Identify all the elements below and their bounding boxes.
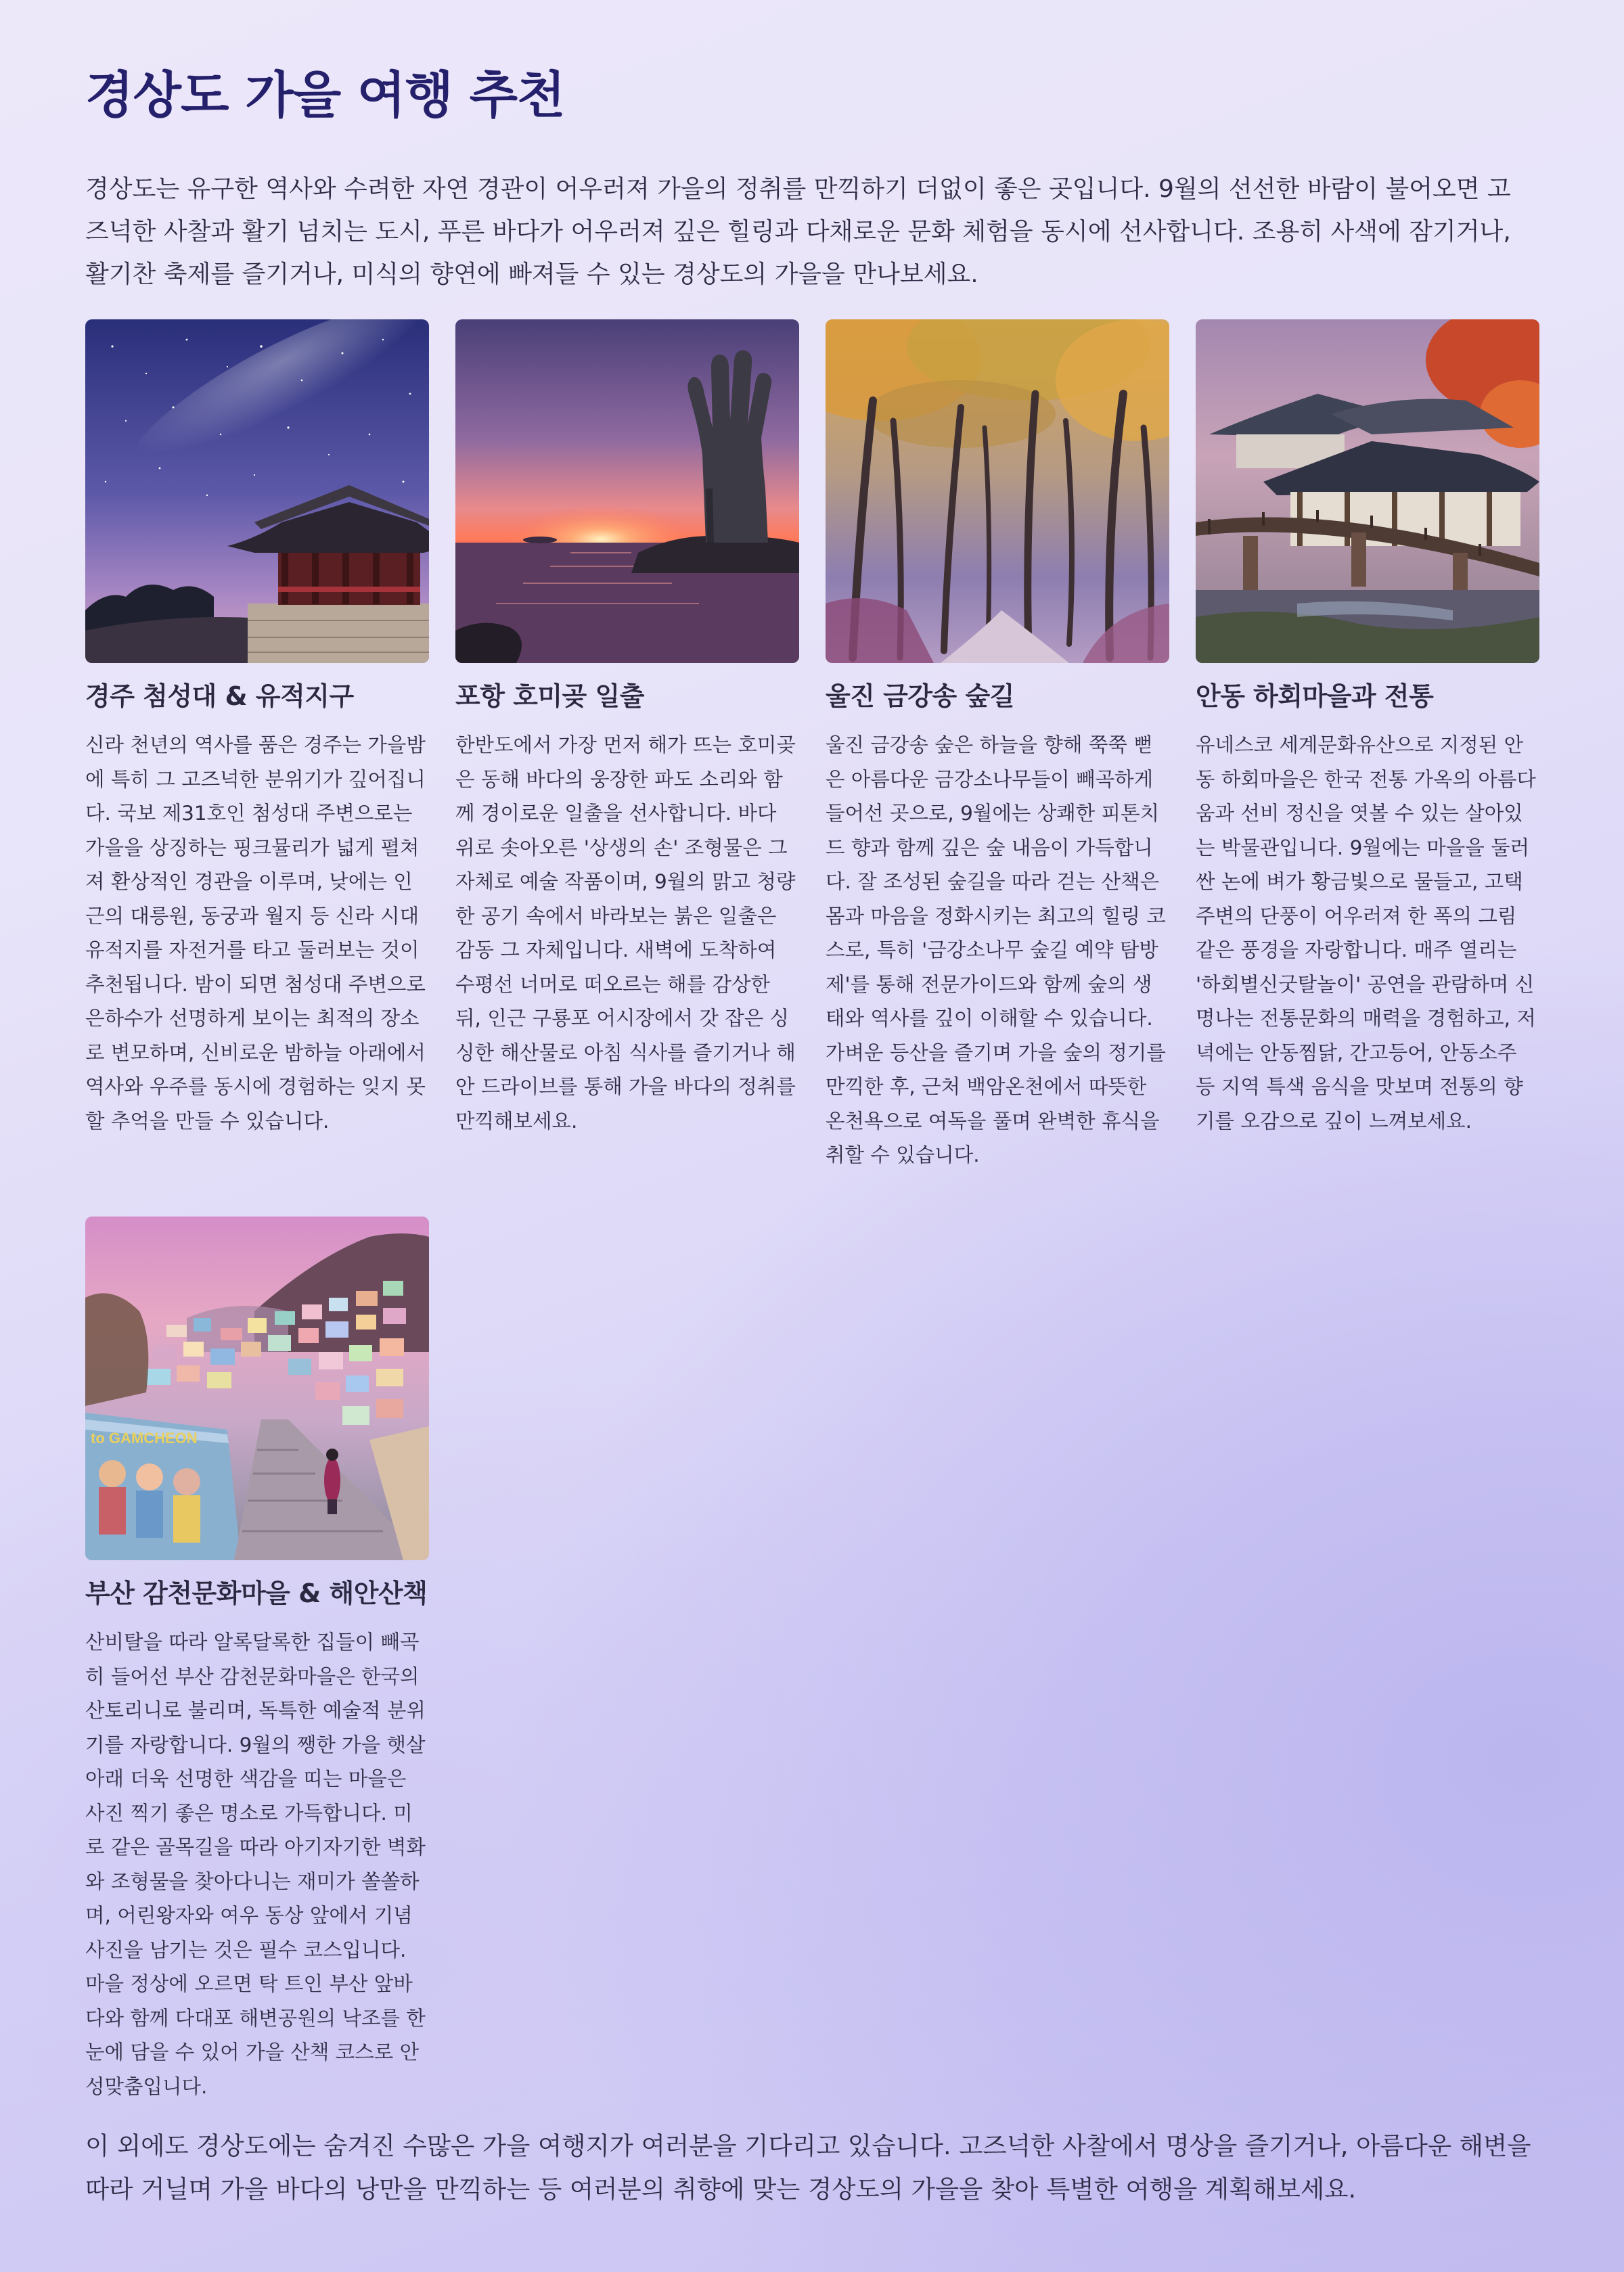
card-description: 울진 금강송 숲은 하늘을 향해 쭉쭉 뻗은 아름다운 금강소나무들이 빼곡하게 들어선 곳으로, 9월에는 상쾌한 피톤치드 향과 함께 깊은 숲 내음이 가득합니다. 잘 조성된 숲길을 따라 걷는 산책은 몸과 마음을 정화시키는 최고의 힐링 코스로, 특히 '금강소나무 숲길 예약 탐방제'를 통해 전문가이드와 함께 숲의 생태와 역사를 깊이 이해할 수 있습니다. 가벼운 등산을 즐기며 가을 숲의 정기를 만끽한 후, 근처 백암온천에서 따뜻한 온천욕으로 여독을 풀며 완벽한 휴식을 취할 수 있습니다. [826,733,1166,1166]
card-image-pohang [455,319,799,663]
card-description: 신라 천년의 역사를 품은 경주는 가을밤에 특히 그 고즈넉한 분위기가 깊어집니다. 국보 제31호인 첨성대 주변으로는 가을을 상징하는 핑크뮬리가 넓게 펼쳐져 환상적인 경관을 이루며, 낮에는 인근의 대릉원, 동궁과 월지 등 신라 시대 유적지를 자전거를 타고 둘러보는 것이 추천됩니다. 밤이 되면 첨성대 주변으로 은하수가 선명하게 보이는 최적의 장소로 변모하며, 신비로운 밤하늘 아래에서 역사와 우주를 동시에 경험하는 잊지 못할 추억을 만들 수 있습니다. [85,733,426,1133]
card-description: 유네스코 세계문화유산으로 지정된 안동 하회마을은 한국 전통 가옥의 아름다움과 선비 정신을 엿볼 수 있는 살아있는 박물관입니다. 9월에는 마을을 둘러싼 논에 벼가 황금빛으로 물들고, 고택 주변의 단풍이 어우러져 한 폭의 그림 같은 풍경을 자랑합니다. 매주 열리는 '하회별신굿탈놀이' 공연을 관람하며 신명나는 전통문화의 매력을 경험하고, 저녁에는 안동찜닭, 간고등어, 안동소주 등 지역 특색 음식을 맛보며 전통의 향기를 오감으로 깊이 느껴보세요. [1196,733,1536,1133]
card-image-gyeongju [85,319,429,663]
card-title: 안동 하회마을과 전통 [1196,681,1434,711]
mural-text: to GAMCHEON [91,1430,198,1447]
uljin-pine-forest-image [826,319,1169,663]
andong-hanok-bridge-image [1196,319,1539,663]
card-busan [85,1217,429,2098]
card-image-andong [1196,319,1539,663]
card-title: 포항 호미곶 일출 [455,681,644,711]
card-title: 부산 감천문화마을 & 해안산책 [85,1578,428,1608]
card-image-uljin [826,319,1169,663]
busan-gamcheon-village-image [85,1217,429,1560]
card-image-busan [85,1217,429,1560]
card-pohang [455,319,799,1133]
intro-paragraph: 경상도는 유구한 역사와 수려한 자연 경관이 어우러져 가을의 정취를 만끽하기 더없이 좋은 곳입니다. 9월의 선선한 바람이 불어오면 고즈넉한 사찰과 활기 넘치는 도시, 푸른 바다가 어우러져 깊은 힐링과 다채로운 문화 체험을 동시에 선사합니다. 조용히 사색에 잠기거나, 활기찬 축제를 즐기거나, 미식의 향연에 빠져들 수 있는 경상도의 가을을 만나보세요. [85,175,1511,288]
closing-paragraph: 이 외에도 경상도에는 숨겨진 수많은 가을 여행지가 여러분을 기다리고 있습니다. 고즈넉한 사찰에서 명상을 즐기거나, 아름다운 해변을 따라 거닐며 가을 바다의 낭만을 만끽하는 등 여러분의 취향에 맞는 경상도의 가을을 찾아 특별한 여행을 계획해보세요. [85,2131,1531,2204]
card-andong [1196,319,1539,1133]
card-gyeongju [85,319,429,1133]
card-uljin [826,319,1169,1166]
card-title: 경주 첨성대 & 유적지구 [85,681,354,711]
card-title: 울진 금강송 숲길 [826,681,1014,711]
page-title: 경상도 가을 여행 추천 [85,66,565,124]
card-description: 한반도에서 가장 먼저 해가 뜨는 호미곶은 동해 바다의 웅장한 파도 소리와 함께 경이로운 일출을 선사합니다. 바다 위로 솟아오른 '상생의 손' 조형물은 그 자체로 예술 작품이며, 9월의 맑고 청량한 공기 속에서 바라보는 붉은 일출은 감동 그 자체입니다. 새벽에 도착하여 수평선 너머로 떠오르는 해를 감상한 뒤, 인근 구룡포 어시장에서 갓 잡은 싱싱한 해산물로 아침 식사를 즐기거나 해안 드라이브를 통해 가을 바다의 정취를 만끽해보세요. [455,733,796,1133]
card-description: 산비탈을 따라 알록달록한 집들이 빼곡히 들어선 부산 감천문화마을은 한국의 산토리니로 불리며, 독특한 예술적 분위기를 자랑합니다. 9월의 쨍한 가을 햇살 아래 더욱 선명한 색감을 띠는 마을은 사진 찍기 좋은 명소로 가득합니다. 미로 같은 골목길을 따라 아기자기한 벽화와 조형물을 찾아다니는 재미가 쏠쏠하며, 어린왕자와 여우 동상 앞에서 기념사진을 남기는 것은 필수 코스입니다. 마을 정상에 오르면 탁 트인 부산 앞바다와 함께 다대포 해변공원의 낙조를 한 눈에 담을 수 있어 가을 산책 코스로 안성맞춤입니다. [85,1631,426,2098]
gyeongju-night-pavilion-image [85,319,429,663]
pohang-sunrise-hand-image [455,319,799,663]
